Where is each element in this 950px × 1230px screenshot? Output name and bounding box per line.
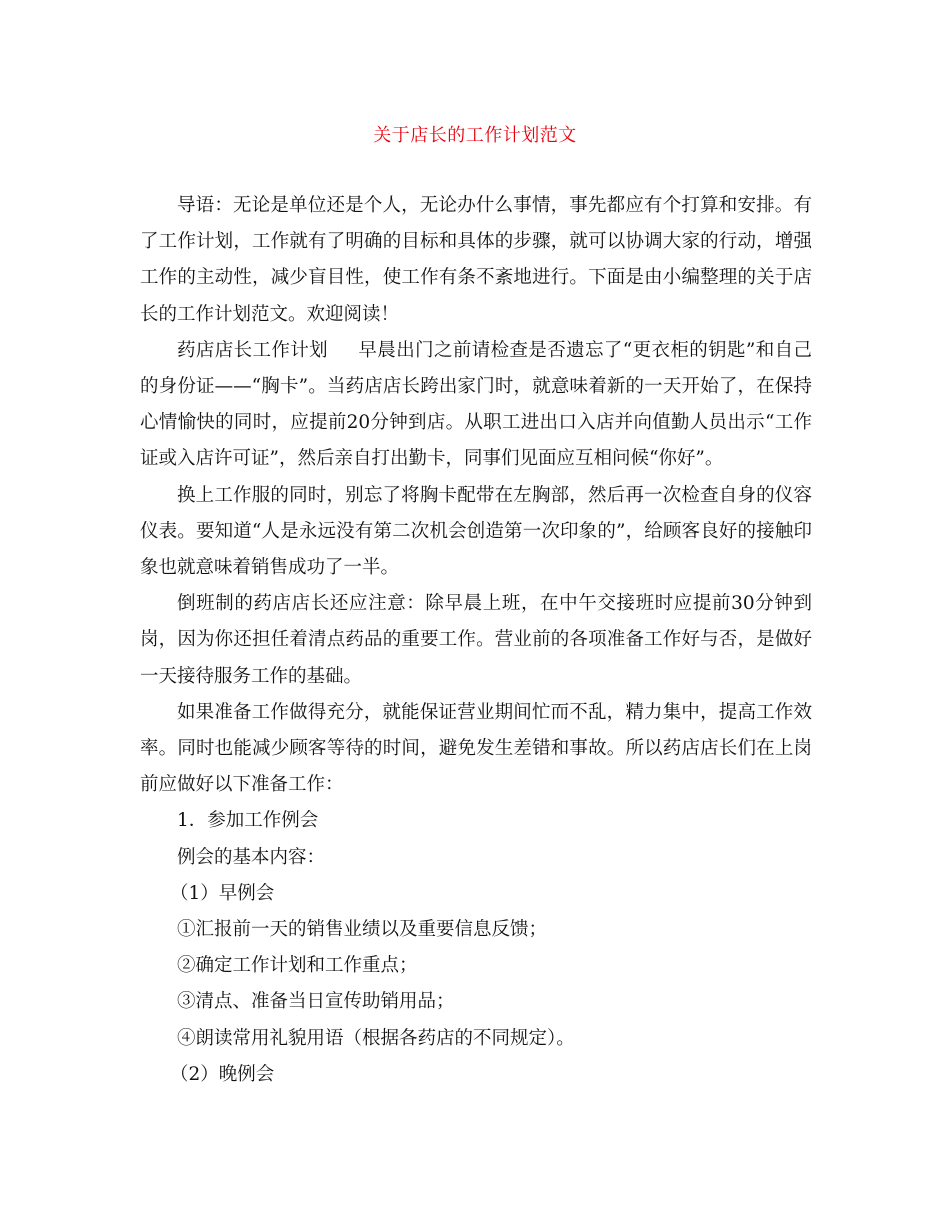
document-title: 关于店长的工作计划范文 bbox=[373, 125, 577, 146]
list-item-morning-meeting: （1）早例会 bbox=[170, 882, 275, 904]
document-body bbox=[140, 188, 812, 1093]
paragraph-uniform: 换上工作服的同时，别忘了将胸卡配带在左胸部，然后再一次检查自身的仪容仪表。要知道“人是永远没有第二次机会创造第一次印象的”，给顾客良好的接触印象也就意味着销售成功了一半。 bbox=[140, 484, 812, 579]
paragraph-plan bbox=[140, 333, 812, 478]
list-item-morning-1: ①汇报前一天的销售业绩以及重要信息反馈； bbox=[177, 919, 548, 941]
list-item-morning-2: ②确定工作计划和工作重点； bbox=[177, 955, 418, 977]
list-item-evening-meeting: （2）晚例会 bbox=[170, 1063, 275, 1085]
plan-text: 早晨出门之前请检查是否遗忘了“更衣柜的钥匙”和自己的身份证——“胸卡”。当药店店长跨出家门时，就意味着新的一天开始了，在保持心情愉快的同时，应提前20分钟到店。从职工进出口入店并向值勤人员出示“工作证或入店许可证”，然后亲自打出勤卡，同事们见面应互相问候“你好”。 bbox=[140, 339, 812, 470]
plan-heading: 药店店长工作计划 bbox=[177, 339, 329, 361]
list-item-meeting: 1．参加工作例会 bbox=[177, 810, 319, 832]
paragraph-intro: 导语：无论是单位还是个人，无论办什么事情，事先都应有个打算和安排。有了工作计划，工作就有了明确的目标和具体的步骤，就可以协调大家的行动，增强工作的主动性，减少盲目性，使工作有条不紊地进行。下面是由小编整理的关于店长的工作计划范文。欢迎阅读！ bbox=[140, 195, 812, 325]
list-item-basic-content: 例会的基本内容： bbox=[177, 846, 326, 868]
paragraph-shift: 倒班制的药店店长还应注意：除早晨上班，在中午交接班时应提前30分钟到岗，因为你还担任着清点药品的重要工作。营业前的各项准备工作好与否，是做好一天接待服务工作的基础。 bbox=[140, 593, 812, 687]
list-item-morning-3: ③清点、准备当日宣传助销用品； bbox=[177, 991, 455, 1013]
list-item-morning-4: ④朗读常用礼貌用语（根据各药店的不同规定）。 bbox=[177, 1027, 575, 1049]
paragraph-prepare: 如果准备工作做得充分，就能保证营业期间忙而不乱，精力集中，提高工作效率。同时也能减少顾客等待的时间，避免发生差错和事故。所以药店店长们在上岗前应做好以下准备工作： bbox=[140, 701, 812, 796]
